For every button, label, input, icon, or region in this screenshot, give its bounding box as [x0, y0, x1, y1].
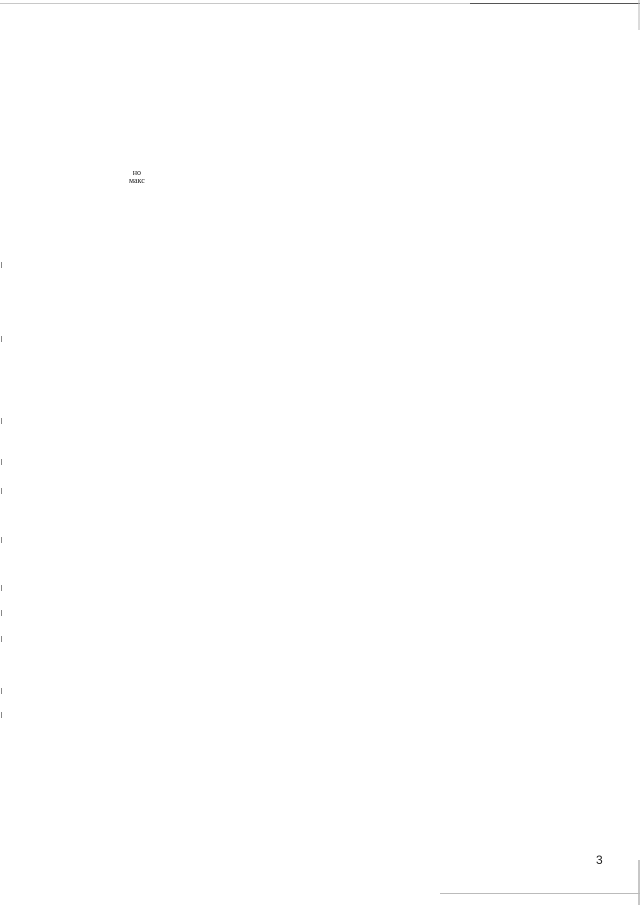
definition-payments [90, 349, 608, 376]
paragraph-spacer [90, 260, 608, 280]
document-page-body [90, 35, 608, 376]
formula-subscript-stack [129, 169, 145, 185]
scan-left-margin-marks [0, 0, 3, 905]
formula-subsidy [128, 161, 608, 188]
paragraph-4-intro [90, 134, 608, 161]
list-item-8 [90, 68, 608, 95]
page-number: 3 [596, 853, 603, 867]
scan-top-edge-line [0, 3, 640, 4]
paragraph-3 [90, 101, 608, 128]
definition-c [90, 194, 608, 221]
definition-components [90, 280, 608, 307]
component-formulas [90, 313, 608, 343]
scan-bottom-edge-line [440, 893, 640, 894]
definition-pt [90, 227, 608, 254]
formula-subscript-bottom: макс [129, 176, 145, 185]
formula-subscript-top: но [132, 168, 142, 177]
list-item-7 [90, 35, 608, 62]
